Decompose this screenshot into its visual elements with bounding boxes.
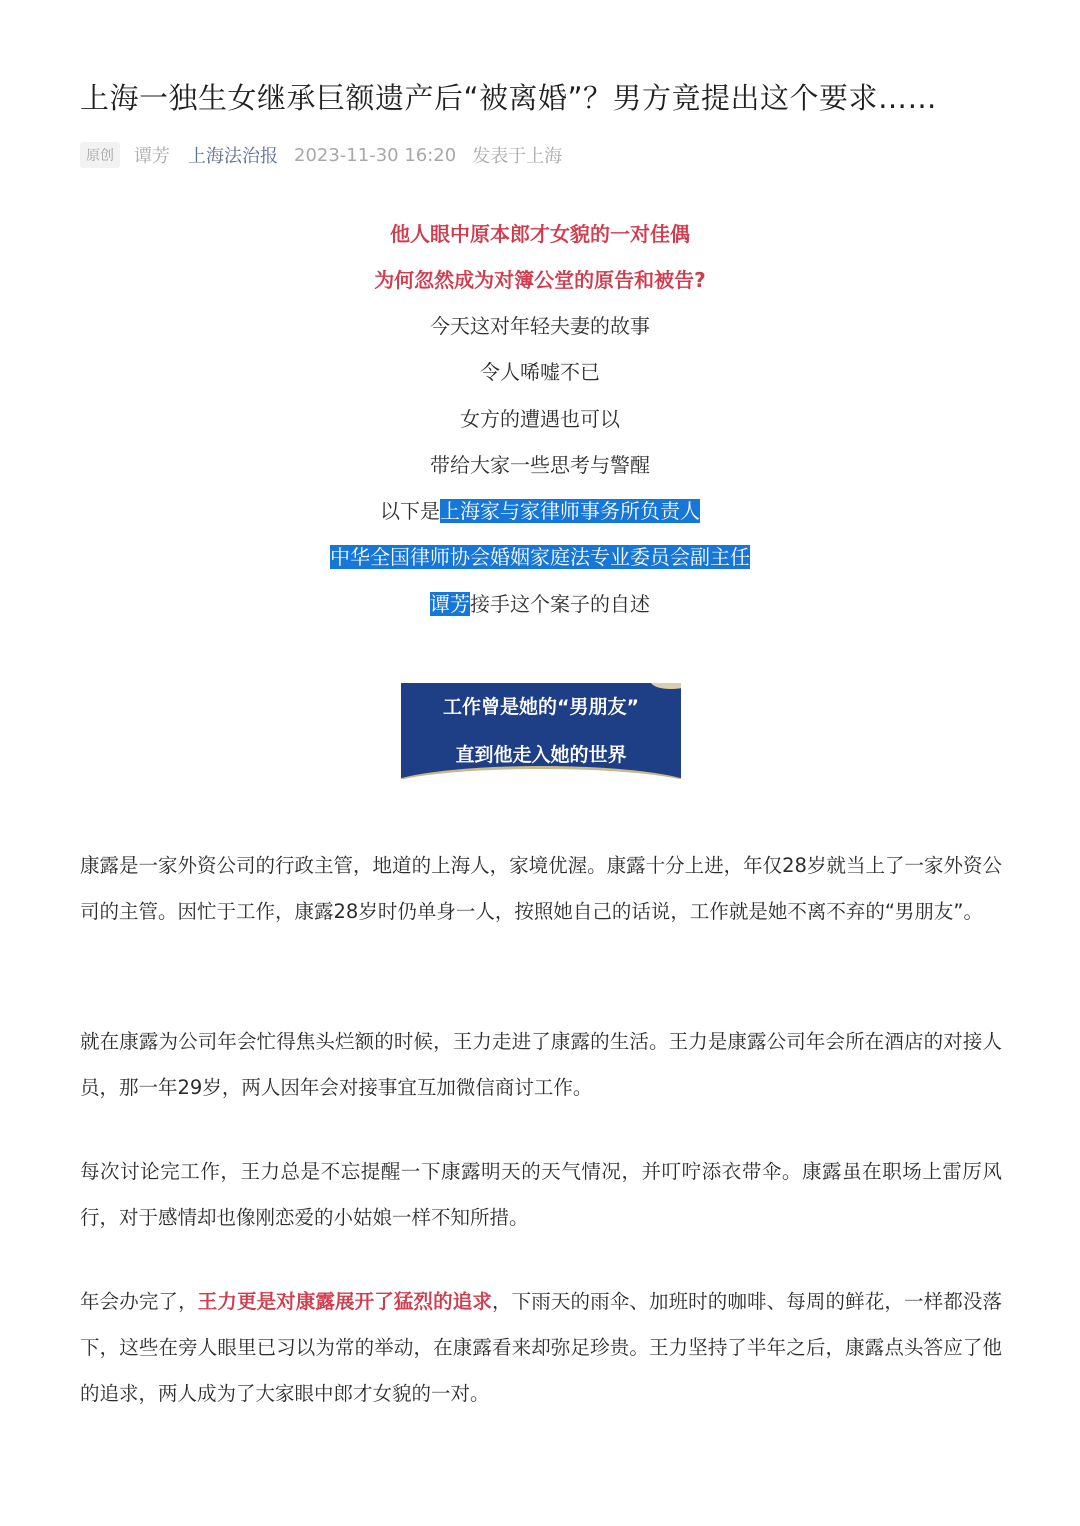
intro-line-4: 令人唏嘘不已 xyxy=(480,360,600,384)
paragraph-4-emphasis: 王力更是对康露展开了猛烈的追求 xyxy=(197,1290,492,1313)
intro-line-8-highlight: 中华全国律师协会婚姻家庭法专业委员会副主任 xyxy=(330,545,750,569)
intro-line-3: 今天这对年轻夫妻的故事 xyxy=(430,314,650,338)
intro-line-9 xyxy=(0,589,1080,619)
article-meta xyxy=(80,140,562,170)
intro-line-6: 带给大家一些思考与警醒 xyxy=(430,453,650,477)
intro-line-7-prefix: 以下是 xyxy=(380,499,440,523)
source-account-link[interactable]: 上海法治报 xyxy=(188,146,278,167)
intro-line-7 xyxy=(0,496,1080,526)
author-name[interactable]: 谭芳 xyxy=(134,146,170,167)
section-banner xyxy=(401,683,681,779)
banner-corner-decoration xyxy=(651,683,681,689)
publish-location: 发表于上海 xyxy=(472,146,563,167)
paragraph-4-prefix: 年会办完了， xyxy=(80,1290,198,1313)
paragraph-4 xyxy=(80,1279,1002,1417)
original-badge: 原创 xyxy=(80,142,120,168)
intro-red-line-2: 为何忽然成为对簿公堂的原告和被告? xyxy=(374,268,706,292)
paragraph-4-suffix: ，下雨天的雨伞、加班时的咖啡、每周的鲜花，一样都没落下，这些在旁人眼里已习以为常的举动，在康露看来却弥足珍贵。王力坚持了半年之后，康露点头答应了他的追求，两人成为了大家眼中郎才女貌的一对。 xyxy=(80,1290,1002,1405)
intro-line-7-highlight: 上海家与家律师事务所负责人 xyxy=(440,499,700,523)
paragraph-2: 就在康露为公司年会忙得焦头烂额的时候，王力走进了康露的生活。王力是康露公司年会所在酒店的对接人员，那一年29岁，两人因年会对接事宜互加微信商讨工作。 xyxy=(80,1030,1002,1099)
paragraph-3: 每次讨论完工作，王力总是不忘提醒一下康露明天的天气情况，并叮咛添衣带伞。康露虽在职场上雷厉风行，对于感情却也像刚恋爱的小姑娘一样不知所措。 xyxy=(80,1160,1002,1229)
banner-line-1: 工作曾是她的“男朋友” xyxy=(443,696,639,718)
article-title: 上海一独生女继承巨额遗产后“被离婚”？男方竟提出这个要求…… xyxy=(80,81,938,115)
publish-datetime: 2023-11-30 16:20 xyxy=(294,144,457,166)
intro-red-line-1: 他人眼中原本郎才女貌的一对佳偶 xyxy=(390,222,690,246)
banner-line-2: 直到他走入她的世界 xyxy=(455,744,627,766)
paragraph-1: 康露是一家外资公司的行政主管，地道的上海人，家境优渥。康露十分上进，年仅28岁就当上了一家外资公司的主管。因忙于工作，康露28岁时仍单身一人，按照她自己的话说，工作就是她不离不弃的“男朋友”。 xyxy=(80,854,1002,923)
intro-line-9-suffix: 接手这个案子的自述 xyxy=(470,592,650,616)
intro-line-9-highlight: 谭芳 xyxy=(430,592,470,616)
intro-line-5: 女方的遭遇也可以 xyxy=(460,407,620,431)
intro-line-8 xyxy=(0,542,1080,572)
